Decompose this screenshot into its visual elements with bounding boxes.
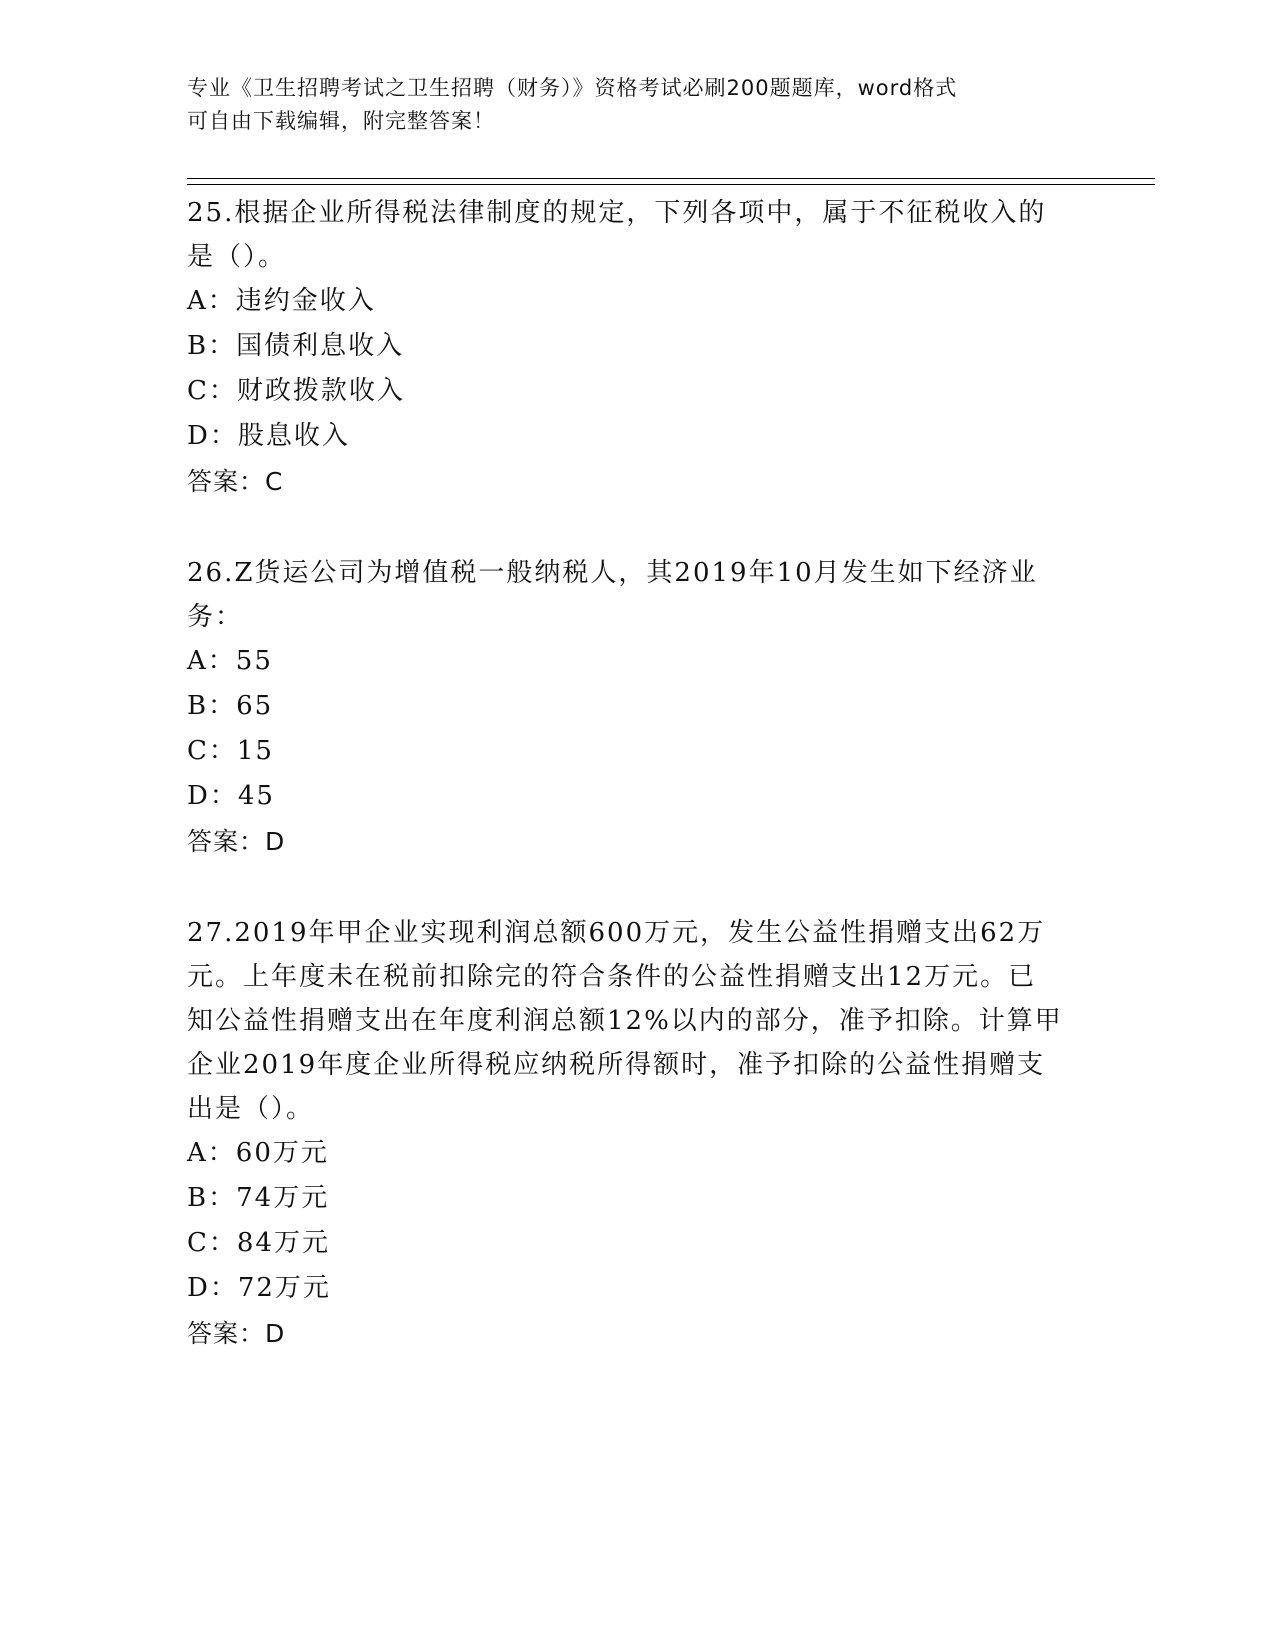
header-divider-top: [187, 178, 1155, 179]
question-stem-line: 25.根据企业所得税法律制度的规定，下列各项中，属于不征税收入的: [187, 198, 1047, 228]
question-stem-line: 元。上年度未在税前扣除完的符合条件的公益性捐赠支出12万元。已: [187, 962, 1037, 992]
question-list: [187, 191, 1067, 1403]
option-c: C：84万元: [187, 1228, 330, 1258]
option-c: C：15: [187, 736, 274, 766]
option-c: C：财政拨款收入: [187, 376, 405, 406]
question-stem-line: 27.2019年甲企业实现利润总额600万元，发生公益性捐赠支出62万: [187, 918, 1046, 948]
option-a: A：60万元: [187, 1138, 329, 1168]
question-stem-line: 务：: [187, 602, 244, 632]
document-header: [187, 72, 1087, 138]
header-line-1: 专业《卫生招聘考试之卫生招聘（财务）》资格考试必刷200题题库，word格式: [187, 76, 958, 100]
question-stem-line: 企业2019年度企业所得税应纳税所得额时，准予扣除的公益性捐赠支: [187, 1050, 1046, 1080]
option-b: B：65: [187, 691, 274, 721]
option-a: A：55: [187, 646, 273, 676]
option-d: D：45: [187, 781, 275, 811]
question-stem-line: 是（）。: [187, 242, 287, 272]
option-b: B：74万元: [187, 1183, 330, 1213]
answer: 答案：D: [187, 1319, 286, 1348]
option-a: A：违约金收入: [187, 286, 376, 316]
question-26: [187, 551, 1067, 864]
header-line-2: 可自由下载编辑，附完整答案！: [187, 109, 495, 133]
answer: 答案：C: [187, 467, 284, 496]
answer: 答案：D: [187, 827, 286, 856]
question-27: [187, 911, 1067, 1356]
option-d: D：股息收入: [187, 421, 350, 451]
question-stem-line: 出是（）。: [187, 1094, 315, 1124]
header-divider-bottom: [187, 184, 1155, 185]
question-stem-line: 26.Z货运公司为增值税一般纳税人，其2019年10月发生如下经济业: [187, 558, 1038, 588]
option-d: D：72万元: [187, 1273, 331, 1303]
question-stem-line: 知公益性捐赠支出在年度利润总额12%以内的部分，准予扣除。计算甲: [187, 1006, 1063, 1036]
option-b: B：国债利息收入: [187, 331, 405, 361]
question-25: [187, 191, 1067, 504]
